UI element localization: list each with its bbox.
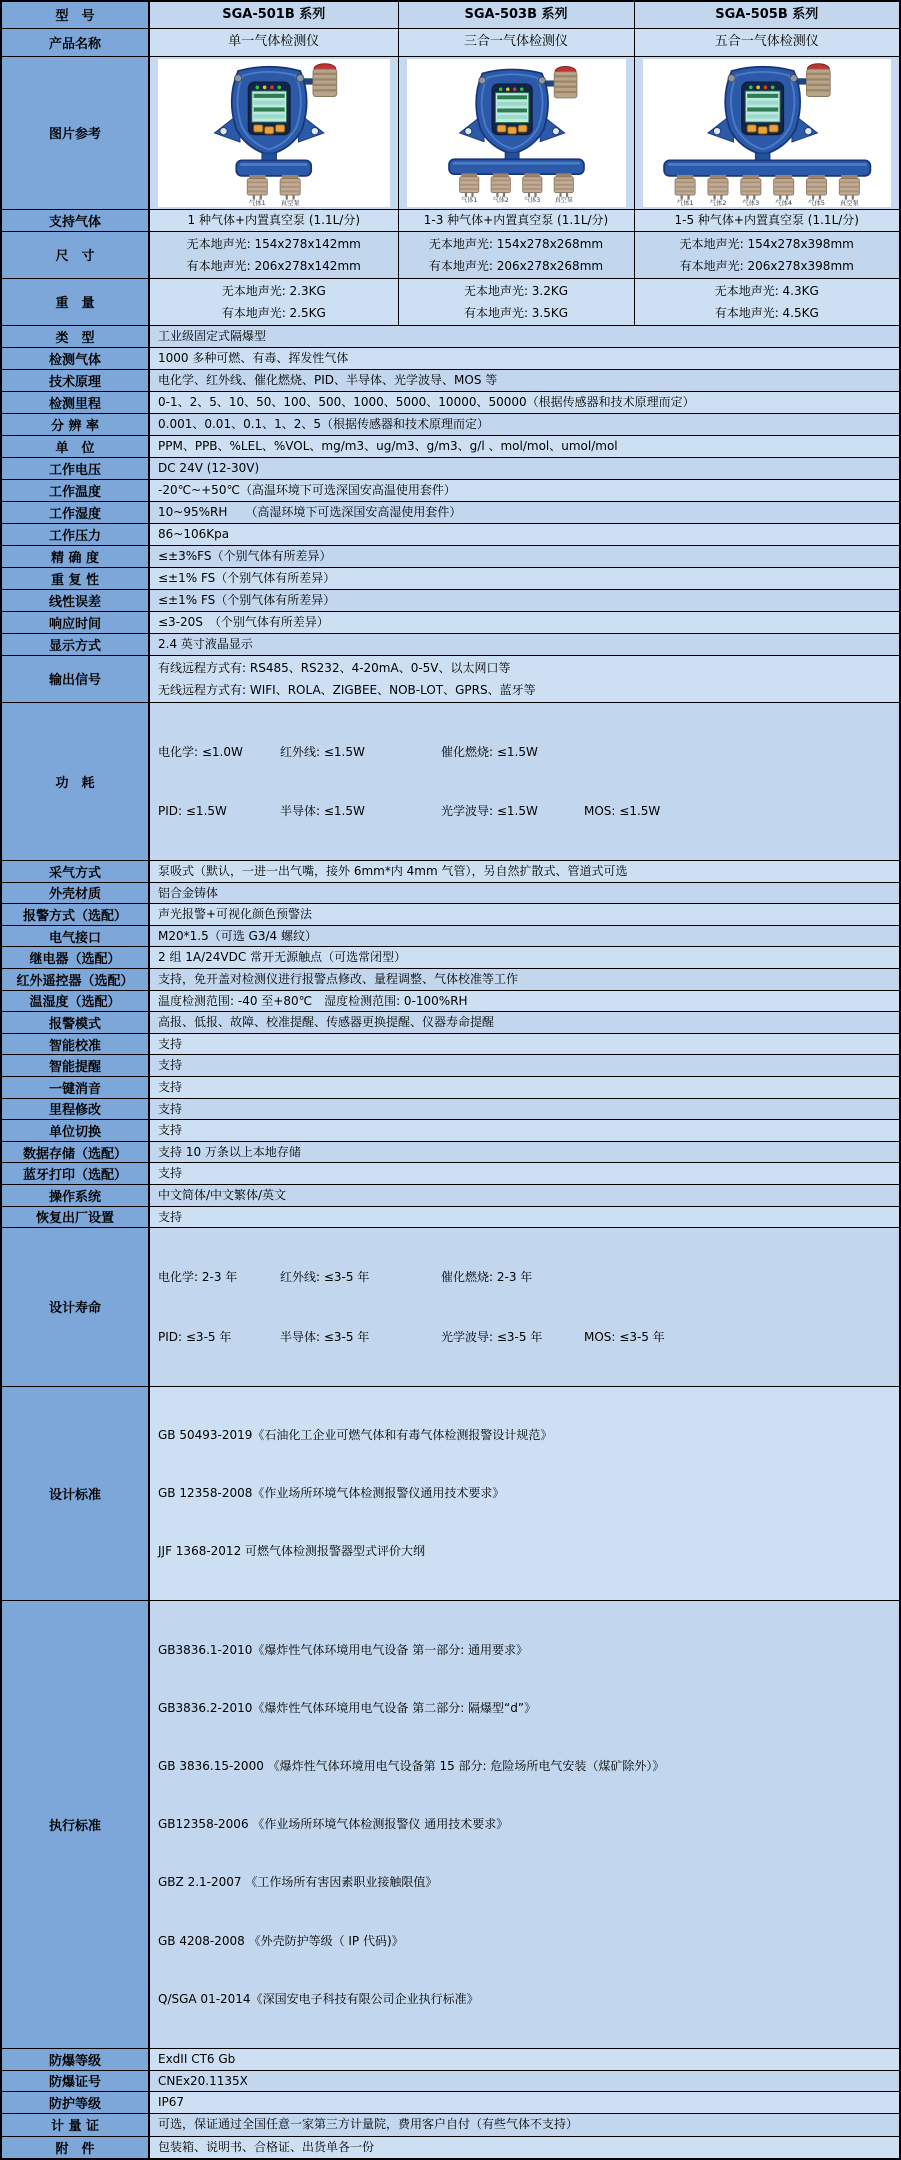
row-value: 支持 <box>149 1120 900 1142</box>
row-label: 报警模式 <box>1 1012 149 1034</box>
row-alarm-opt <box>1 904 900 926</box>
row-value: 无本地声光: 154x278x398mm 有本地声光: 206x278x398mm <box>634 231 900 278</box>
row-protection <box>1 2092 900 2114</box>
svg-text:气体1: 气体1 <box>248 198 266 207</box>
row-label: 线性误差 <box>1 589 149 611</box>
row-label: 尺 寸 <box>1 231 149 278</box>
row-temp-humidity <box>1 990 900 1012</box>
row-label: 蓝牙打印（选配） <box>1 1163 149 1185</box>
row-value: 2.4 英寸液晶显示 <box>149 633 900 655</box>
row-value: 泵吸式（默认，一进一出气嘴，接外 6mm*内 4mm 气管），另自然扩散式、管道式可选 <box>149 861 900 883</box>
row-repeatability <box>1 567 900 589</box>
row-alarm-modes <box>1 1012 900 1034</box>
row-value: 电化学: ≤1.0W 红外线: ≤1.5W 催化燃烧: ≤1.5W PID: ≤1.5W 半导体: ≤1.5W 光学波导: ≤1.5W MOS: ≤1.5W <box>149 702 900 861</box>
row-label: 响应时间 <box>1 611 149 633</box>
row-value: 支持 <box>149 1077 900 1099</box>
row-voltage <box>1 457 900 479</box>
row-value: 工业级固定式隔爆型 <box>149 325 900 347</box>
row-explosion-cert <box>1 2070 900 2092</box>
row-value: 1-3 种气体+内置真空泵 (1.1L/分) <box>398 209 634 231</box>
row-value: ≤±1% FS（个别气体有所差异） <box>149 589 900 611</box>
row-label: 类 型 <box>1 325 149 347</box>
row-range <box>1 391 900 413</box>
row-label: 型 号 <box>1 1 149 28</box>
row-value: PPM、PPB、%LEL、%VOL、mg/m3、ug/m3、g/m3、g/l 、mol/mol、umol/mol <box>149 435 900 457</box>
row-product-name <box>1 28 900 56</box>
svg-text:气体4: 气体4 <box>774 198 792 207</box>
row-value: -20℃~+50℃（高温环境下可选深国安高温使用套件） <box>149 479 900 501</box>
row-electrical <box>1 925 900 947</box>
row-label: 红外遥控器（选配） <box>1 969 149 991</box>
model-name: SGA-501B 系列 <box>149 1 398 28</box>
svg-text:气体3: 气体3 <box>741 198 759 207</box>
row-label: 分 辨 率 <box>1 413 149 435</box>
row-value: ≤3-20S （个别气体有所差异） <box>149 611 900 633</box>
row-label: 显示方式 <box>1 633 149 655</box>
row-label: 附 件 <box>1 2136 149 2159</box>
svg-text:气体1: 气体1 <box>460 196 477 204</box>
row-value: 电化学、红外线、催化燃烧、PID、半导体、光学波导、MOS 等 <box>149 369 900 391</box>
row-value: 有线远程方式有: RS485、RS232、4-20mA、0-5V、以太网口等 无线远程方式有: WIFI、ROLA、ZIGBEE、NOB-LOT、GPRS、蓝牙等 <box>149 655 900 702</box>
row-label: 检测里程 <box>1 391 149 413</box>
svg-text:气体2: 气体2 <box>492 196 509 204</box>
row-value: 1000 多种可燃、有毒、挥发性气体 <box>149 347 900 369</box>
row-image-reference <box>1 56 900 209</box>
row-value: 0.001、0.01、0.1、1、2、5（根据传感器和技术原理而定） <box>149 413 900 435</box>
row-value: 中文简体/中文繁体/英文 <box>149 1184 900 1206</box>
row-value: 支持 10 万条以上本地存储 <box>149 1141 900 1163</box>
row-label: 单 位 <box>1 435 149 457</box>
row-label: 数据存储（选配） <box>1 1141 149 1163</box>
product-name: 三合一气体检测仪 <box>398 28 634 56</box>
row-value: 支持，免开盖对检测仪进行报警点修改、量程调整、气体校准等工作 <box>149 969 900 991</box>
row-value: 包装箱、说明书、合格证、出货单各一份 <box>149 2136 900 2159</box>
row-value: 铝合金铸体 <box>149 882 900 904</box>
row-accuracy <box>1 545 900 567</box>
row-explosion-class <box>1 2048 900 2070</box>
row-smart-remind <box>1 1055 900 1077</box>
product-name: 五合一气体检测仪 <box>634 28 900 56</box>
row-label: 温湿度（选配） <box>1 990 149 1012</box>
row-work-temp <box>1 479 900 501</box>
row-principle <box>1 369 900 391</box>
row-gas-detect <box>1 347 900 369</box>
row-value: 支持 <box>149 1098 900 1120</box>
row-label: 报警方式（选配） <box>1 904 149 926</box>
row-range-modify <box>1 1098 900 1120</box>
row-model <box>1 1 900 28</box>
row-exec-standard <box>1 1601 900 2049</box>
row-label: 一键消音 <box>1 1077 149 1099</box>
row-gas-support <box>1 209 900 231</box>
row-value: 无本地声光: 154x278x142mm 有本地声光: 206x278x142mm <box>149 231 398 278</box>
row-pressure <box>1 523 900 545</box>
row-response <box>1 611 900 633</box>
row-dimensions <box>1 231 900 278</box>
row-label: 工作湿度 <box>1 501 149 523</box>
row-relay <box>1 947 900 969</box>
row-label: 操作系统 <box>1 1184 149 1206</box>
row-metrology <box>1 2113 900 2136</box>
row-label: 图片参考 <box>1 56 149 209</box>
row-label: 重 量 <box>1 278 149 325</box>
svg-text:气体5: 气体5 <box>807 198 825 207</box>
product-image-cell <box>149 56 398 209</box>
row-label: 执行标准 <box>1 1601 149 2049</box>
row-label: 智能提醒 <box>1 1055 149 1077</box>
svg-text:真空泵: 真空泵 <box>280 198 300 207</box>
model-name: SGA-505B 系列 <box>634 1 900 28</box>
row-label: 计 量 证 <box>1 2113 149 2136</box>
row-label: 工作压力 <box>1 523 149 545</box>
row-value: 支持 <box>149 1206 900 1228</box>
row-mute <box>1 1077 900 1099</box>
row-label: 继电器（选配） <box>1 947 149 969</box>
row-label: 里程修改 <box>1 1098 149 1120</box>
row-factory-reset <box>1 1206 900 1228</box>
row-value: 无本地声光: 3.2KG 有本地声光: 3.5KG <box>398 278 634 325</box>
row-sampling <box>1 861 900 883</box>
row-unit <box>1 435 900 457</box>
row-power <box>1 702 900 861</box>
row-value: 0-1、2、5、10、50、100、500、1000、5000、10000、50000（根据传感器和技术原理而定） <box>149 391 900 413</box>
gas-detector-illustration <box>643 59 892 207</box>
row-label: 防爆等级 <box>1 2048 149 2070</box>
svg-text:气体3: 气体3 <box>523 196 540 204</box>
row-os <box>1 1184 900 1206</box>
row-value: 电化学: 2-3 年 红外线: ≤3-5 年 催化燃烧: 2-3 年 PID: ≤3-5 年 半导体: ≤3-5 年 光学波导: ≤3-5 年 MOS: ≤3-5 年 <box>149 1228 900 1387</box>
row-label: 精 确 度 <box>1 545 149 567</box>
row-type <box>1 325 900 347</box>
row-housing <box>1 882 900 904</box>
row-label: 恢复出厂设置 <box>1 1206 149 1228</box>
row-label: 单位切换 <box>1 1120 149 1142</box>
svg-text:气体1: 气体1 <box>676 198 694 207</box>
row-label: 重 复 性 <box>1 567 149 589</box>
gas-detector-illustration <box>407 59 626 207</box>
row-resolution <box>1 413 900 435</box>
row-label: 采气方式 <box>1 861 149 883</box>
svg-text:真空泵: 真空泵 <box>554 196 573 204</box>
row-bt-print <box>1 1163 900 1185</box>
product-image-cell <box>398 56 634 209</box>
row-design-standard <box>1 1386 900 1601</box>
row-remote <box>1 969 900 991</box>
row-value: 支持 <box>149 1033 900 1055</box>
row-value: DC 24V (12-30V) <box>149 457 900 479</box>
row-label: 功 耗 <box>1 702 149 861</box>
svg-text:真空泵: 真空泵 <box>839 198 859 207</box>
model-name: SGA-503B 系列 <box>398 1 634 28</box>
row-smart-cal <box>1 1033 900 1055</box>
row-label: 智能校准 <box>1 1033 149 1055</box>
row-value: GB3836.1-2010《爆炸性气体环境用电气设备 第一部分: 通用要求》 GB3836.2-2010《爆炸性气体环境用电气设备 第二部分: 隔爆型“d”》 GB 3836.15-2000 《爆炸性气体环境用电气设备第 15 部分: 危险场所电气安装（煤矿除外）》 GB12358-2006 《作业场所环境气体检测报警仪 通用技术要求》 GBZ 2.1-2007 《工作场所有害因素职业接触限值》 GB 4208-2008 《外壳防护等级（ IP 代码)》 Q/SGA 01-2014《深国安电子科技有限公司企业执行标准》 <box>149 1601 900 2049</box>
row-label: 设计标准 <box>1 1386 149 1601</box>
row-storage <box>1 1141 900 1163</box>
row-label: 产品名称 <box>1 28 149 56</box>
row-value: 无本地声光: 4.3KG 有本地声光: 4.5KG <box>634 278 900 325</box>
row-value: 支持 <box>149 1163 900 1185</box>
row-label: 电气接口 <box>1 925 149 947</box>
row-label: 支持气体 <box>1 209 149 231</box>
gas-detector-illustration <box>158 59 390 207</box>
row-label: 检测气体 <box>1 347 149 369</box>
row-value: 无本地声光: 154x278x268mm 有本地声光: 206x278x268mm <box>398 231 634 278</box>
row-lifespan <box>1 1228 900 1387</box>
product-name: 单一气体检测仪 <box>149 28 398 56</box>
row-weight <box>1 278 900 325</box>
row-value: ≤±1% FS（个别气体有所差异） <box>149 567 900 589</box>
row-value: 10~95%RH （高湿环境下可选深国安高湿使用套件） <box>149 501 900 523</box>
row-label: 防爆证号 <box>1 2070 149 2092</box>
row-linearity <box>1 589 900 611</box>
row-value: 2 组 1A/24VDC 常开无源触点（可选常闭型） <box>149 947 900 969</box>
svg-text:气体2: 气体2 <box>709 198 726 207</box>
row-value: ExdII CT6 Gb <box>149 2048 900 2070</box>
row-value: ≤±3%FS（个别气体有所差异） <box>149 545 900 567</box>
row-work-humidity <box>1 501 900 523</box>
row-value: GB 50493-2019《石油化工企业可燃气体和有毒气体检测报警设计规范》 GB 12358-2008《作业场所环境气体检测报警仪通用技术要求》 JJF 1368-2012 可燃气体检测报警器型式评价大纲 <box>149 1386 900 1601</box>
row-value: 高报、低报、故障、校准提醒、传感器更换提醒、仪器寿命提醒 <box>149 1012 900 1034</box>
row-value: 1 种气体+内置真空泵 (1.1L/分) <box>149 209 398 231</box>
row-label: 工作电压 <box>1 457 149 479</box>
row-value: 无本地声光: 2.3KG 有本地声光: 2.5KG <box>149 278 398 325</box>
row-value: IP67 <box>149 2092 900 2114</box>
row-value: 可选，保证通过全国任意一家第三方计量院，费用客户自付（有些气体不支持） <box>149 2113 900 2136</box>
row-unit-switch <box>1 1120 900 1142</box>
row-label: 输出信号 <box>1 655 149 702</box>
row-value: 温度检测范围: -40 至+80℃ 湿度检测范围: 0-100%RH <box>149 990 900 1012</box>
row-display <box>1 633 900 655</box>
row-value: 1-5 种气体+内置真空泵 (1.1L/分) <box>634 209 900 231</box>
row-output <box>1 655 900 702</box>
row-value: 支持 <box>149 1055 900 1077</box>
row-value: M20*1.5（可选 G3/4 螺纹） <box>149 925 900 947</box>
row-label: 外壳材质 <box>1 882 149 904</box>
row-label: 设计寿命 <box>1 1228 149 1387</box>
row-label: 工作温度 <box>1 479 149 501</box>
row-accessories <box>1 2136 900 2159</box>
product-image-cell <box>634 56 900 209</box>
row-label: 防护等级 <box>1 2092 149 2114</box>
row-value: 声光报警+可视化颜色预警法 <box>149 904 900 926</box>
row-value: 86~106Kpa <box>149 523 900 545</box>
row-label: 技术原理 <box>1 369 149 391</box>
row-value: CNEx20.1135X <box>149 2070 900 2092</box>
